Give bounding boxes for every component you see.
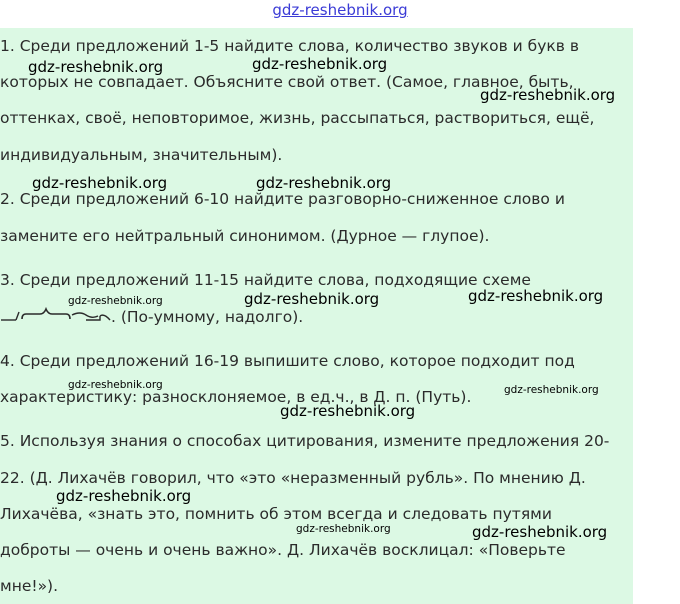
task-1-line-2: которых не совпадает. Объясните свой ответ. (Самое, главное, быть, — [0, 73, 574, 91]
task-2-line-2: замените его нейтральный синонимом. (Дурное — глупое). — [0, 227, 490, 245]
task-5-line-4: доброты — очень и очень важно». Д. Лихачёв восклицал: «Поверьте — [0, 541, 566, 559]
task-1-line-4: индивидуальным, значительным). — [0, 146, 283, 164]
watermark: gdz-reshebnik.org — [28, 58, 164, 76]
watermark: gdz-reshebnik.org — [480, 86, 616, 104]
task-5-line-3: Лихачёва, «знать это, помнить об этом всегда и следовать путями — [0, 505, 552, 523]
watermark: gdz-reshebnik.org — [296, 523, 391, 535]
task-4-line-1: 4. Среди предложений 16-19 выпишите слово, которое подходит под — [0, 352, 575, 370]
site-link[interactable]: gdz-reshebnik.org — [272, 1, 408, 19]
watermark: gdz-reshebnik.org — [504, 384, 599, 396]
watermark: gdz-reshebnik.org — [472, 523, 608, 541]
watermark: gdz-reshebnik.org — [68, 379, 163, 391]
task-4-line-2: характеристику: разносклоняемое, в ед.ч., в Д. п. (Путь). — [0, 388, 472, 406]
watermark: gdz-reshebnik.org — [32, 174, 168, 192]
watermark: gdz-reshebnik.org — [56, 487, 192, 505]
task-3-line-2: . (По-умному, надолго). — [111, 308, 304, 326]
task-5-line-1: 5. Используя знания о способах цитирования, измените предложения 20- — [0, 432, 610, 450]
watermark: gdz-reshebnik.org — [252, 55, 388, 73]
task-5-line-5: мне!»). — [0, 577, 59, 595]
watermark: gdz-reshebnik.org — [280, 402, 416, 420]
task-3-line-1: 3. Среди предложений 11-15 найдите слова, подходящие схеме — [0, 271, 531, 289]
watermark: gdz-reshebnik.org — [256, 174, 392, 192]
watermark: gdz-reshebnik.org — [244, 290, 380, 308]
task-5-line-2: 22. (Д. Лихачёв говорил, что «это «неразменный рубль». По мнению Д. — [0, 469, 586, 487]
watermark: gdz-reshebnik.org — [68, 295, 163, 307]
watermark: gdz-reshebnik.org — [468, 287, 604, 305]
task-1-line-3: оттенках, своё, неповторимое, жизнь, рассыпаться, раствориться, ещё, — [0, 109, 595, 127]
task-2-line-1: 2. Среди предложений 6-10 найдите разговорно-сниженное слово и — [0, 190, 565, 208]
task-1-line-1: 1. Среди предложений 1-5 найдите слова, количество звуков и букв в — [0, 37, 579, 55]
